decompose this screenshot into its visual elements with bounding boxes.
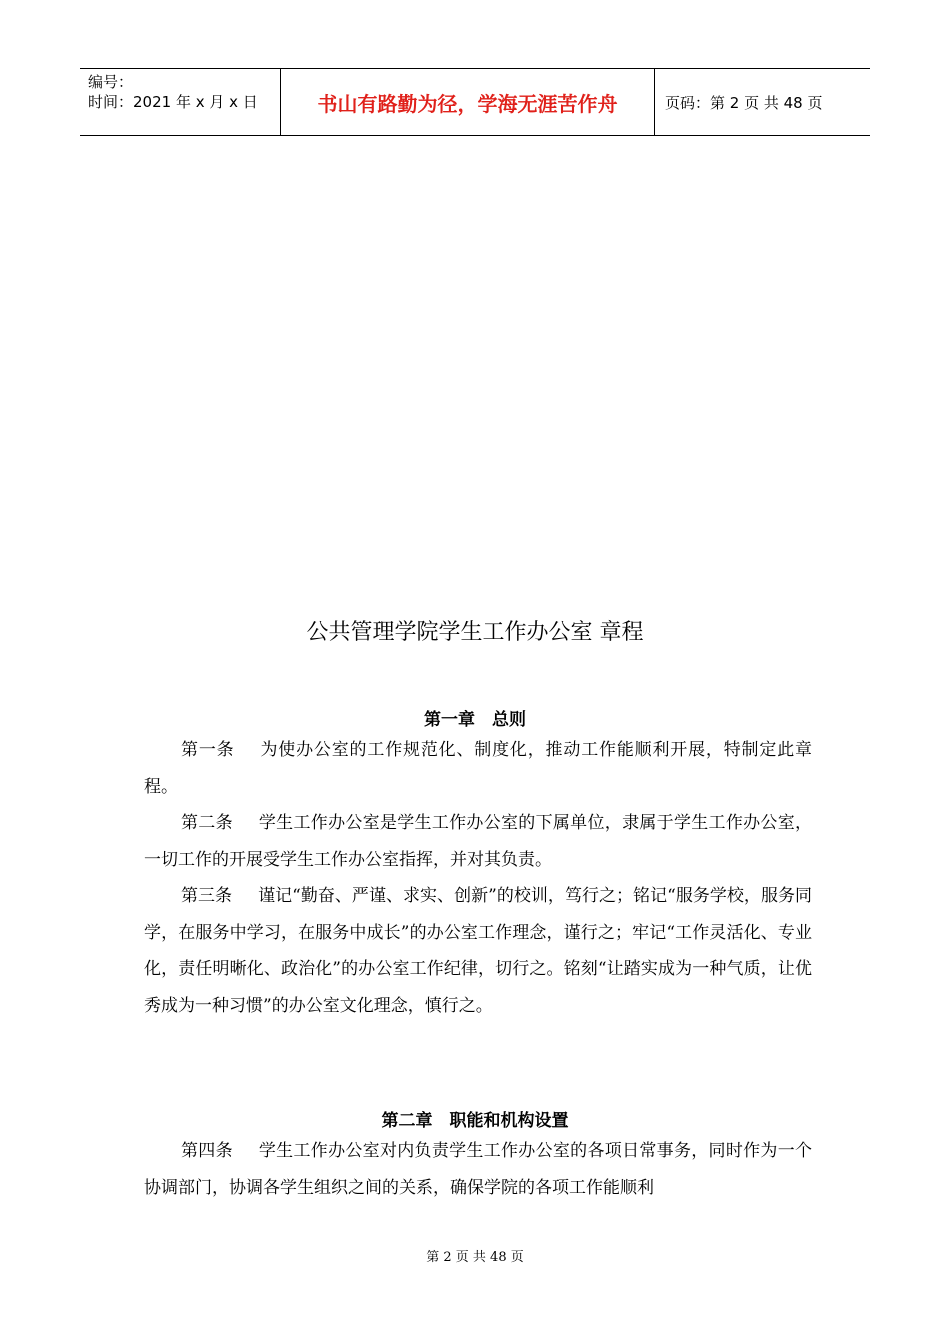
article-4-label: 第四条 <box>181 1141 233 1161</box>
number-label: 编号： <box>88 73 134 91</box>
article-3-text: 谨记“勤奋、严谨、求实、创新”的校训，笃行之；铭记“服务学校，服务同学，在服务中学习，在服务中成长”的办公室工作理念，谨行之；牢记“工作灵活化、专业化，责任明晰化、政治化”的办公室工作纪律，切行之。铭刻“让踏实成为一种气质，让优秀成为一种习惯”的办公室文化理念，慎行之。 <box>144 886 812 1016</box>
time-label: 时间：2021 年 x 月 x 日 <box>88 93 258 111</box>
article-3-label: 第三条 <box>181 886 233 906</box>
header-motto: 书山有路勤为径，学海无涯苦作舟 <box>281 69 655 135</box>
article-4-text: 学生工作办公室对内负责学生工作办公室的各项日常事务，同时作为一个协调部门，协调各学生组织之间的关系，确保学院的各项工作能顺利 <box>144 1141 813 1198</box>
article-2-label: 第二条 <box>181 813 233 833</box>
article-4 <box>144 1133 812 1206</box>
document-title: 公共管理学院学生工作办公室 章程 <box>306 620 644 645</box>
article-2-text: 学生工作办公室是学生工作办公室的下属单位，隶属于学生工作办公室，一切工作的开展受学生工作办公室指挥，并对其负责。 <box>144 813 813 870</box>
article-1 <box>144 732 812 805</box>
page-footer: 第 2 页 共 48 页 <box>426 1250 524 1265</box>
page-header <box>80 68 870 136</box>
header-meta-cell <box>80 69 281 135</box>
article-2 <box>144 805 812 878</box>
header-page-info: 页码：第 2 页 共 48 页 <box>665 93 823 112</box>
article-3 <box>144 878 812 1024</box>
chapter-heading-1: 第一章 总则 <box>424 710 526 730</box>
article-1-label: 第一条 <box>181 740 235 760</box>
article-1-text: 为使办公室的工作规范化、制度化，推动工作能顺利开展，特制定此章程。 <box>144 740 813 797</box>
chapter-heading-2: 第二章 职能和机构设置 <box>381 1111 569 1131</box>
